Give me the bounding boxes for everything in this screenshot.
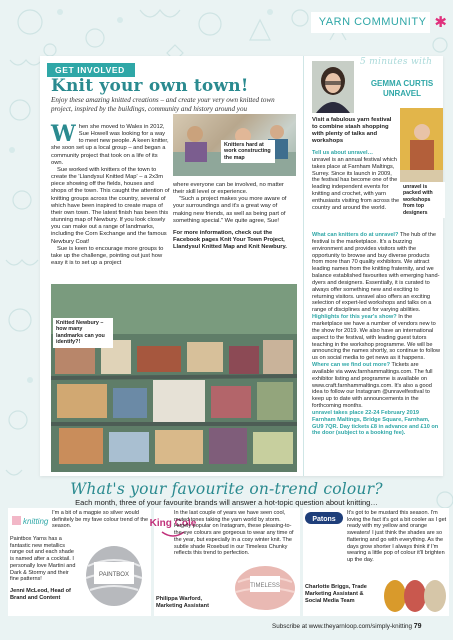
interviewee-photo bbox=[312, 61, 354, 113]
colour-section-subtitle: Each month, three of your favourite brands will answer a hot-topic question about knitting… bbox=[75, 498, 378, 507]
king-cole-logo-text: King Cole bbox=[149, 518, 197, 529]
page-footer bbox=[272, 623, 422, 630]
workshop-photo bbox=[400, 108, 443, 190]
paintbox-logo bbox=[10, 510, 52, 532]
article-paragraph: where everyone can be involved, no matter their skill level or experience. bbox=[173, 182, 284, 196]
brand-contact-name: Charlotte Briggs, Trade Marketing Assistant & Social Media Team bbox=[305, 584, 367, 604]
question: What can knitters do at unravel? bbox=[312, 232, 399, 238]
interviewee-name-text: GEMMA CURTIS bbox=[370, 79, 434, 88]
paintbox-logo-text: knitting bbox=[23, 517, 49, 526]
answer: unravel is an annual festival which takes place at Farnham Maltings, Surrey. Since its launch in 2009, the festival has become one of the leading independent events for knitting and crochet, with yarn enthusiasts visiting from across the country and around the world. bbox=[312, 156, 400, 211]
yarn-label-text: TIMELESS bbox=[250, 583, 280, 589]
workshop-illustration bbox=[400, 108, 443, 190]
brand-contact-name: Philippa Warford, Marketing Assistant bbox=[156, 596, 209, 609]
article-paragraph: "Such a project makes you more aware of your surroundings and it's a great way of making new friends, as well as being part of something special." We quite agree, Sue! bbox=[173, 196, 287, 224]
knitters-photo bbox=[173, 114, 296, 176]
section-title: YARN COMMUNITY bbox=[311, 12, 431, 33]
photo-caption: Knitters hard at work constructing the map bbox=[221, 140, 275, 163]
brand-quote: It's got to be mustard this season. I'm loving the fact it's got a bit cooler as I get ready with my yellow and orange sweaters! I just think the shades are so flattering and go with everything. As the days grow shorter I always think if I'm wearing a little pop of colour it'll brighten up the day. bbox=[347, 510, 447, 563]
section-header bbox=[311, 11, 453, 33]
asterisk-icon: ✱ bbox=[434, 14, 447, 31]
interview-heading: 5 minutes with bbox=[360, 57, 433, 67]
article-cta: For more information, check out the Facebook pages Knit Your Town Project, Llandysul Knitted Map and Knit Newbury. bbox=[173, 229, 287, 251]
event-venue: Farnham Maltings, Bridge Square, Farnham, GU9 7QR. Day tickets £8 in advance and £10 on the door (subject to a booking fee). bbox=[312, 416, 439, 437]
avatar bbox=[312, 61, 354, 113]
question: Highlights for this year's show? bbox=[312, 314, 397, 321]
answer: Tickets are available via www.farnhammaltings.com. The full exhibitor listing and programme is available on www.craft.farnhammaltings.com. It's also a good idea to follow our Instagram @unravelfestival to keep up to date with announcements in the forthcoming months. bbox=[312, 362, 433, 410]
workshop-photo-caption: unravel is packed with workshops from top designers bbox=[400, 182, 445, 218]
article-title: Knit your own town! bbox=[51, 76, 249, 96]
yarn-ball-rosebud bbox=[232, 562, 298, 612]
event-date: unravel takes place 22-24 February 2019 bbox=[312, 409, 419, 416]
article-column-b bbox=[173, 182, 296, 251]
colour-section-title: What's your favourite on-trend colour? bbox=[70, 480, 383, 498]
brand-quote: In the last couple of years we have seen cool, muted tones taking the yarn world by storm. Hugely popular on Instagram, these pleasing-to-the-eye colours are gorgeous to wear any time of the year, but especially in a cosy winter knit. The subtle shade Rosebud in our Timeless Chunky reflects this trend to perfection. bbox=[174, 510, 294, 557]
get-involved-badge: GET INVOLVED bbox=[47, 63, 135, 77]
subscribe-link[interactable]: Subscribe at www.theyarnloop.com/simply-knitting bbox=[272, 623, 412, 630]
patons-logo-text: Patons bbox=[312, 516, 336, 523]
article-column-a bbox=[51, 121, 170, 280]
interview-intro: Visit a fabulous yarn festival to combine stash shopping with plenty of talks and workshops bbox=[312, 117, 392, 144]
article-paragraph: hen she moved to Wales in 2012, Sue Howell was looking for a way to meet new people. A keen knitter, she soon set up a local group – and began a community project that took on a life of its own. bbox=[51, 124, 169, 166]
article-standfirst: Enjoy these amazing knitted creations – and create your very own knitted town project, inspired by the buildings, community and history around you bbox=[51, 96, 275, 113]
article-paragraph: Sue worked with knitters of the town to create the 'Llandysul Knitted Map' – a 2x3m piece showing off the fields, houses and shops of the town. This caught the attention of knitting groups across the country, several of which have been inspired to create maps of their own town. The latest finish has been this stunning map of Newbury. If you look closely you can make out a range of landmarks, including the Corn Exchange and the famous Newbury Coat! bbox=[51, 166, 170, 245]
article-paragraph: Sue is keen to encourage more groups to take up the challenge, pointing out just how easy it is to set up a project bbox=[51, 245, 164, 266]
yarn-label-text: PAINTBOX bbox=[99, 572, 129, 578]
drop-cap: W bbox=[51, 121, 76, 147]
interview-qa-1 bbox=[312, 150, 401, 212]
answer: In the marketplace we have a number of vendors new to the show for 2019. We also have an international aspect to the festival, with leading guest tutors teaching in the workshop programme. We will be announcing the names shortly, so continue to follow us on social media to get news as it happens. bbox=[312, 314, 441, 362]
answer: The hub of the festival is the marketplace. It's a buzzing environment and provides visitors with the opportunity to browse and buy diverse products from more than 70 quality exhibitors. We attract leading names from the knitting fraternity, and we balance established favourites with emerging hand-dyers and designers. Essentially, it is curated to always offer something new and exciting to returning visitors. unravel also offers an exciting selection of expert-led workshops and talks on a range of disciplines and for varying abilities. bbox=[312, 232, 440, 314]
question: Tell us about unravel… bbox=[312, 150, 374, 156]
brand-panel-king-cole bbox=[149, 508, 300, 616]
page-number: 79 bbox=[413, 623, 422, 630]
interview-qa-rest bbox=[312, 232, 442, 437]
interviewee-name bbox=[362, 79, 442, 98]
yarn-ball-silver bbox=[82, 536, 146, 608]
photo-caption: Knitted Newbury – how many landmarks can you identify?! bbox=[53, 318, 113, 348]
brand-panel-patons bbox=[303, 508, 449, 616]
brand-body: Paintbox Yarns has a fantastic new metallics range out and each shade is named after a cocktail. I personally love Martini and Dark & Stormy and their fine patterns! bbox=[10, 536, 76, 583]
knitted-map-photo bbox=[51, 284, 297, 472]
brand-contact-name: Jenni McLeod, Head of Brand and Content bbox=[10, 588, 71, 601]
yarn-balls-mustard bbox=[383, 566, 447, 614]
knitted-map-illustration bbox=[51, 284, 297, 472]
question: Where can we find out more? bbox=[312, 362, 391, 369]
brand-panel-paintbox bbox=[8, 508, 151, 616]
interviewee-org: UNRAVEL bbox=[382, 88, 422, 98]
patons-logo bbox=[305, 512, 343, 524]
brand-quote: I'm a bit of a magpie so silver would definitely be my fave colour trend of the season. bbox=[52, 510, 148, 530]
